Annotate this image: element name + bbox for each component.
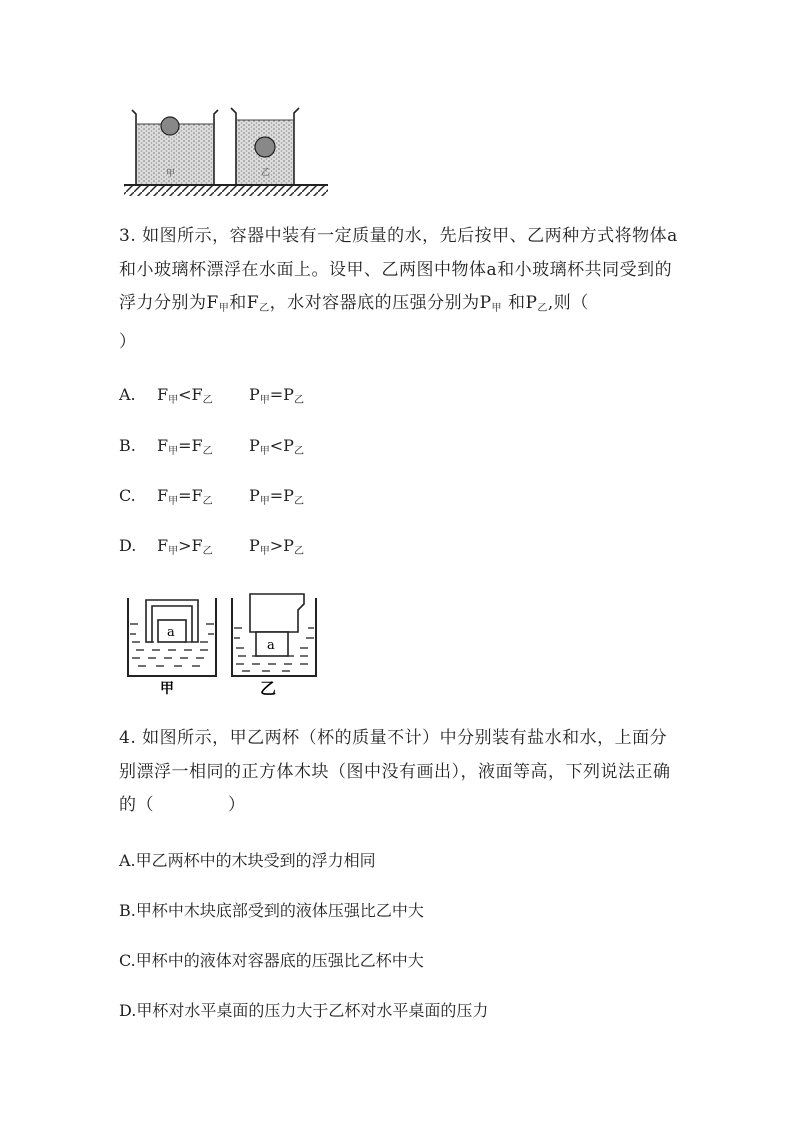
sub-yi: 乙 — [293, 546, 304, 557]
q4-option-d[interactable]: D.甲杯对水平桌面的压力大于乙杯对水平桌面的压力 — [119, 1001, 489, 1020]
sub-yi: 乙 — [202, 496, 213, 507]
option-text: =P — [269, 385, 294, 404]
label-yi: 乙 — [261, 168, 271, 178]
sub-yi: 乙 — [293, 496, 304, 507]
label-jia: 甲 — [166, 169, 176, 179]
q3-option-d[interactable] — [119, 536, 304, 557]
sub-yi: 乙 — [259, 303, 270, 314]
q3-text: 和F — [229, 293, 260, 313]
option-text: F — [157, 385, 169, 404]
sub-jia: 甲 — [259, 446, 270, 457]
q3-text: ，水对容器底的压强分别为P — [269, 293, 492, 313]
sub-jia: 甲 — [168, 446, 179, 457]
option-letter: B. — [119, 436, 136, 455]
q4-text: ） — [228, 795, 246, 815]
sub-jia: 甲 — [218, 303, 230, 314]
beaker-figure — [118, 104, 332, 200]
option-text: =P — [269, 486, 294, 505]
q4-option-a[interactable]: A.甲乙两杯中的木块受到的浮力相同 — [119, 851, 376, 870]
sub-jia: 甲 — [168, 546, 179, 557]
ball-jia — [161, 117, 179, 135]
option-text: <F — [178, 385, 203, 404]
sub-yi: 乙 — [202, 546, 213, 557]
sub-jia: 甲 — [168, 496, 179, 507]
q3-text: 和P — [507, 293, 538, 313]
option-text: F — [157, 436, 169, 455]
sub-yi: 乙 — [202, 395, 213, 406]
q4-text: 4. 如图所示，甲乙两杯（杯的质量不计）中分别装有盐水和水，上面分别漂浮一相同的正方体木块（图中没有画出），液面等高，下列说法正确的（ — [119, 728, 671, 815]
q3-text: 3. 如图所示，容器中装有一定质量的水，先后按甲、乙两种方式将物体a和小玻璃杯漂浮在水面上。设甲、乙两图中物体a和小玻璃杯共同受到的浮力分别为F — [119, 226, 678, 313]
q3-text: ,则（ — [547, 293, 589, 313]
cup-yi — [250, 594, 304, 632]
option-text: >F — [178, 536, 203, 555]
sub-yi: 乙 — [293, 446, 304, 457]
q3-text: ） — [119, 331, 137, 352]
block-label: a — [167, 625, 175, 640]
question-3 — [119, 220, 679, 359]
q3-option-b[interactable] — [119, 436, 304, 457]
question-4 — [119, 722, 679, 823]
sub-jia: 甲 — [491, 303, 503, 314]
q3-option-c[interactable] — [119, 486, 304, 507]
option-letter: D. — [119, 536, 137, 555]
option-letter: C. — [119, 486, 136, 505]
container-jia — [128, 598, 216, 697]
sub-jia: 甲 — [168, 395, 179, 406]
q4-option-b[interactable]: B.甲杯中木块底部受到的液体压强比乙中大 — [119, 901, 424, 920]
sub-yi: 乙 — [537, 303, 548, 314]
beaker-jia — [132, 110, 218, 185]
container-yi — [232, 594, 316, 698]
option-text: P — [249, 385, 260, 404]
option-text: >P — [269, 536, 294, 555]
label-yi: 乙 — [260, 679, 277, 698]
option-text: F — [157, 536, 169, 555]
block-label: a — [267, 638, 275, 653]
label-jia: 甲 — [160, 681, 174, 697]
beaker-yi — [231, 108, 299, 185]
ball-yi — [255, 137, 275, 157]
q4-option-c[interactable]: C.甲杯中的液体对容器底的压强比乙杯中大 — [119, 951, 424, 970]
sub-yi: 乙 — [202, 446, 213, 457]
table-hatch — [124, 186, 328, 196]
option-text: =F — [178, 486, 203, 505]
option-text: P — [249, 486, 260, 505]
option-text: =F — [178, 436, 203, 455]
option-text: <P — [269, 436, 294, 455]
container-figure — [122, 592, 322, 700]
option-letter: A. — [119, 385, 136, 404]
sub-jia: 甲 — [259, 546, 270, 557]
sub-jia: 甲 — [259, 395, 270, 406]
option-text: P — [249, 436, 260, 455]
sub-jia: 甲 — [259, 496, 270, 507]
q3-option-a[interactable] — [119, 385, 304, 406]
option-text: F — [157, 486, 169, 505]
option-text: P — [249, 536, 260, 555]
sub-yi: 乙 — [293, 395, 304, 406]
